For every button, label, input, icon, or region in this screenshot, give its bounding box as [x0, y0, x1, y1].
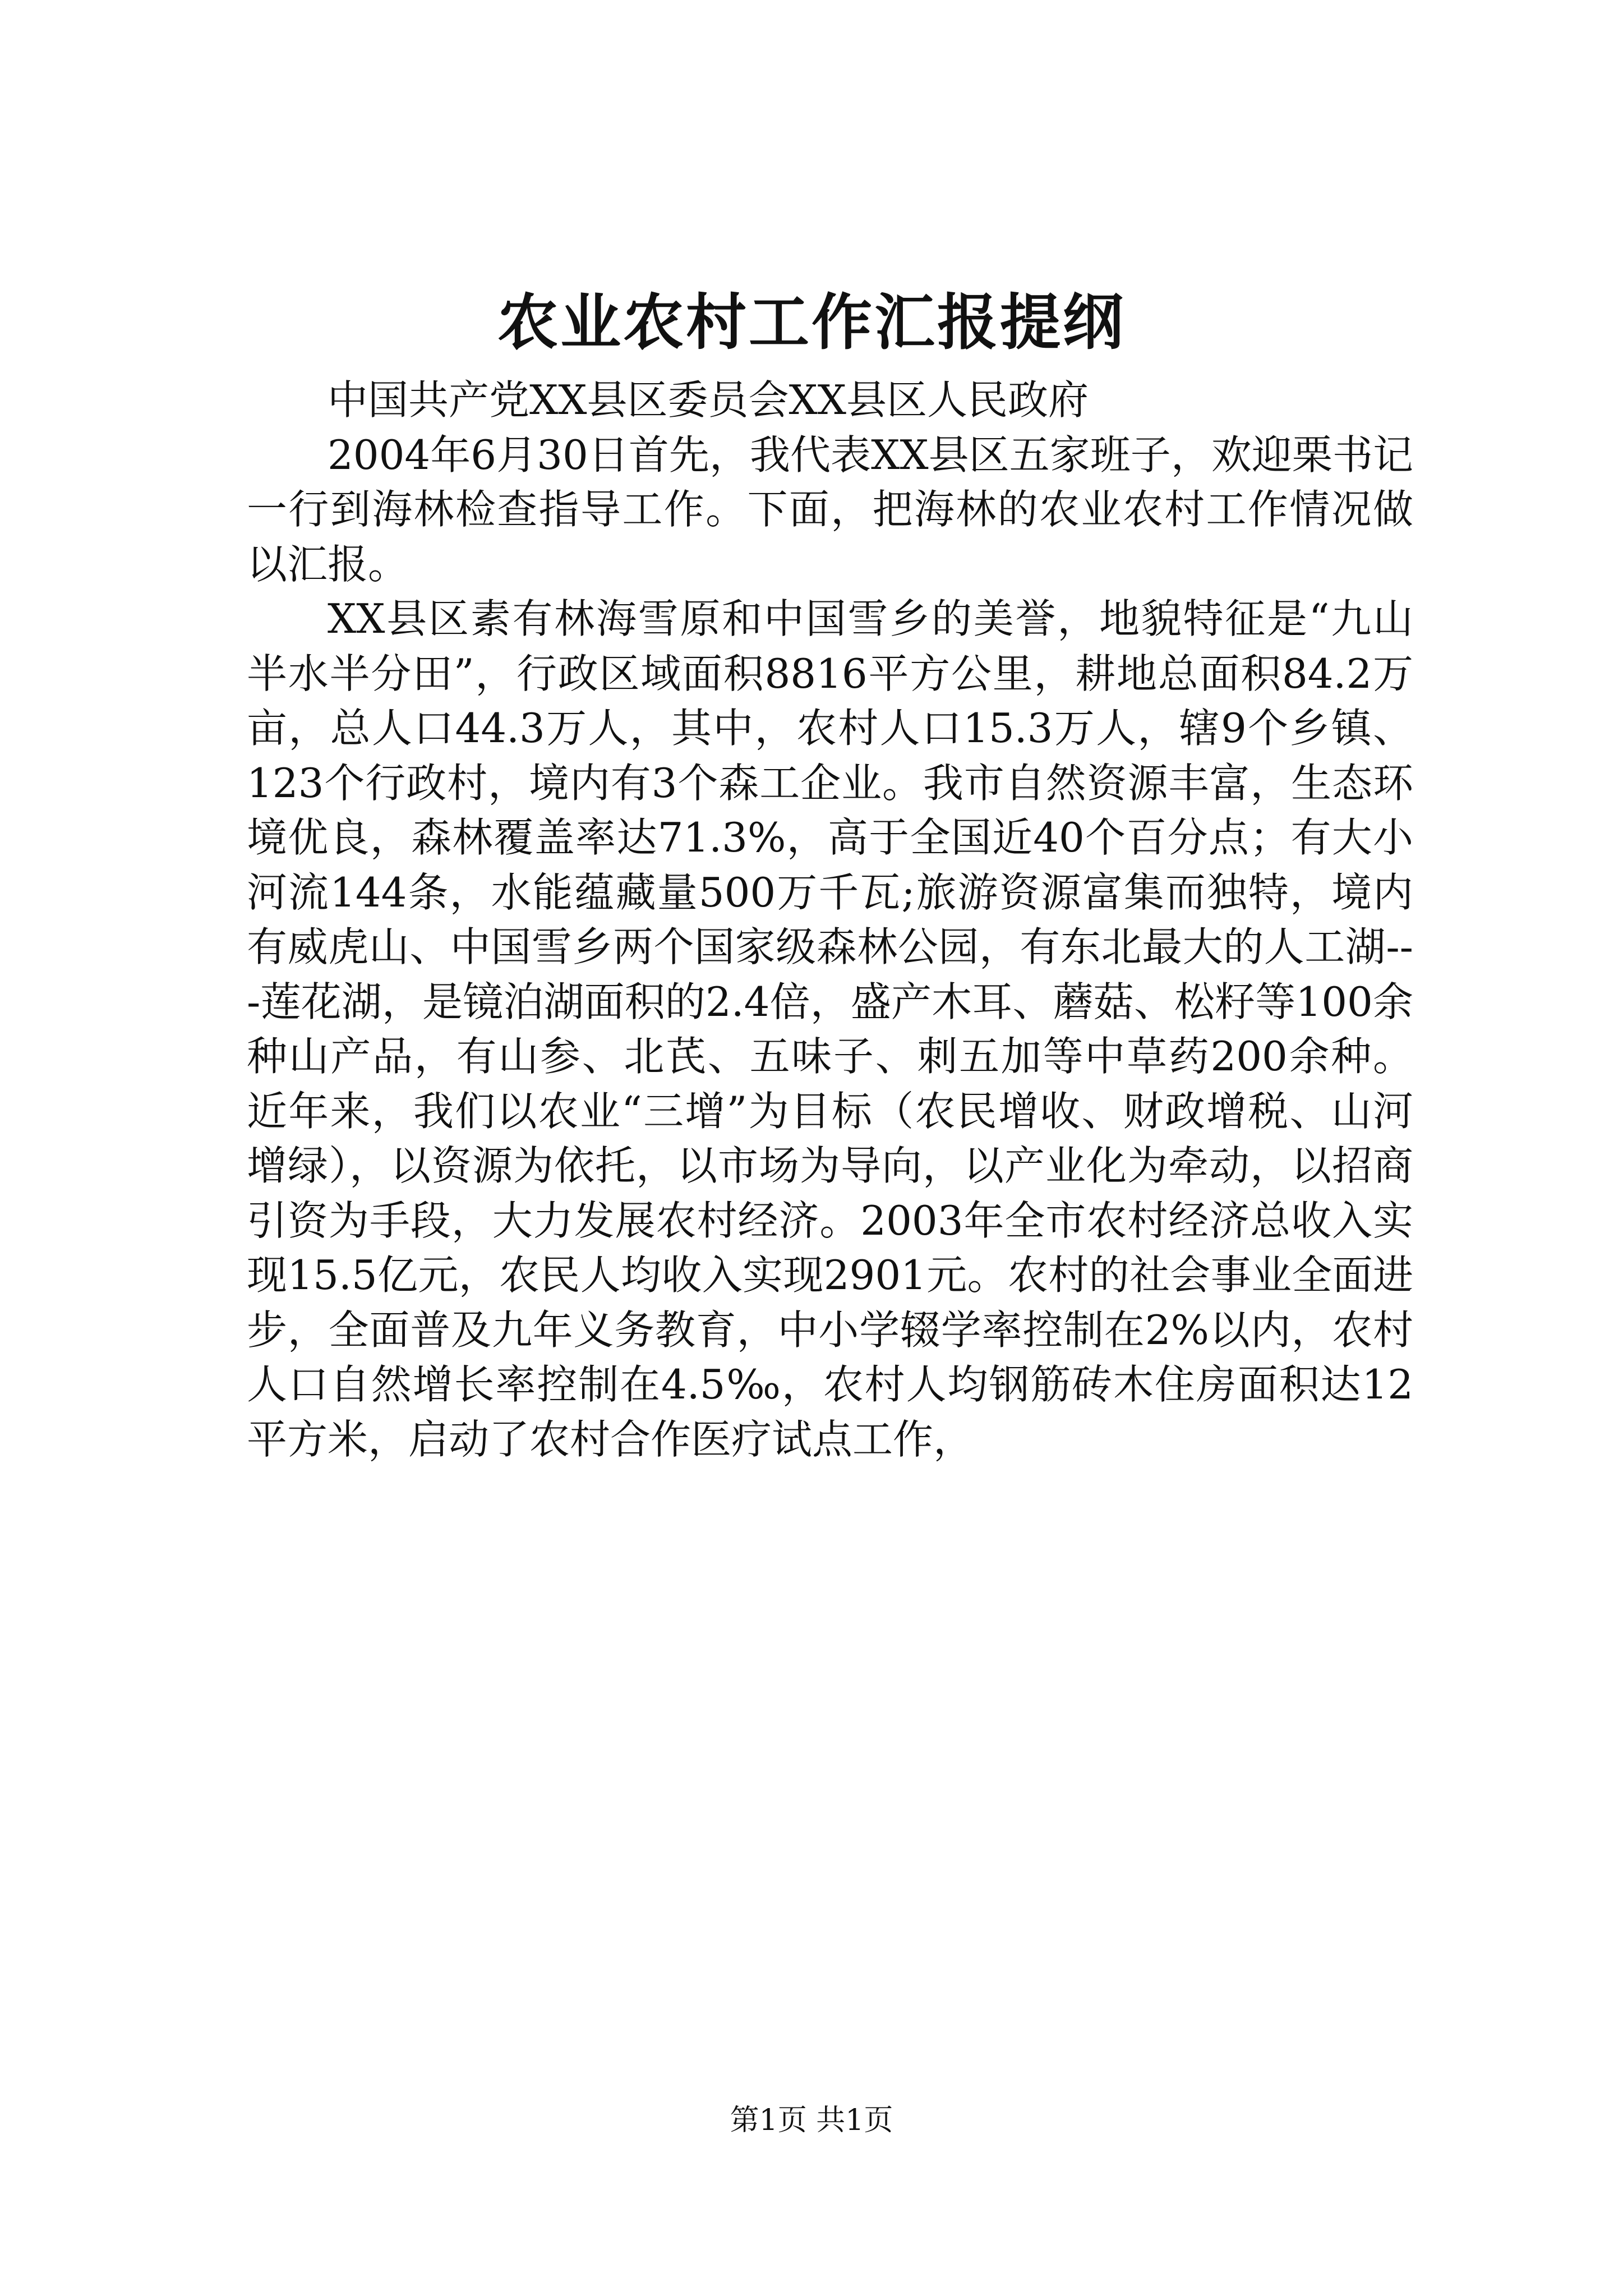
paragraph-overview: XX县区素有林海雪原和中国雪乡的美誉，地貌特征是“九山半水半分田”，行政区域面积8816平方公里，耕地总面积84.2万亩，总人口44.3万人，其中，农村人口15.3万人，辖9个乡镇、123个行政村，境内有3个森工企业。我市自然资源丰富，生态环境优良，森林覆盖率达71.3%，高于全国近40个百分点；有大小河流144条，水能蕴藏量500万千瓦;旅游资源富集而独特，境内有威虎山、中国雪乡两个国家级森林公园，有东北最大的人工湖---莲花湖，是镜泊湖面积的2.4倍，盛产木耳、蘑菇、松籽等100余种山产品，有山参、北芪、五味子、刺五加等中草药200余种。近年来，我们以农业“三增”为目标（农民增收、财政增税、山河增绿），以资源为依托，以市场为导向，以产业化为牵动，以招商引资为手段，大力发展农村经济。2003年全市农村经济总收入实现15.5亿元，农民人均收入实现2901元。农村的社会事业全面进步，全面普及九年义务教育，中小学辍学率控制在2%以内，农村人口自然增长率控制在4.5‰，农村人均钢筋砖木住房面积达12平方米，启动了农村合作医疗试点工作，: [247, 595, 1413, 1463]
page-footer: 第1页 共1页: [730, 2104, 893, 2137]
paragraph-issuer: 中国共产党XX县区委员会XX县区人民政府: [328, 376, 1089, 424]
paragraph-intro: 2004年6月30日首先，我代表XX县区五家班子，欢迎栗书记一行到海林检查指导工作。下面，把海林的农业农村工作情况做以汇报。: [247, 431, 1413, 588]
document-title: 农业农村工作汇报提纲: [497, 287, 1126, 358]
document-body: [247, 373, 1413, 1467]
